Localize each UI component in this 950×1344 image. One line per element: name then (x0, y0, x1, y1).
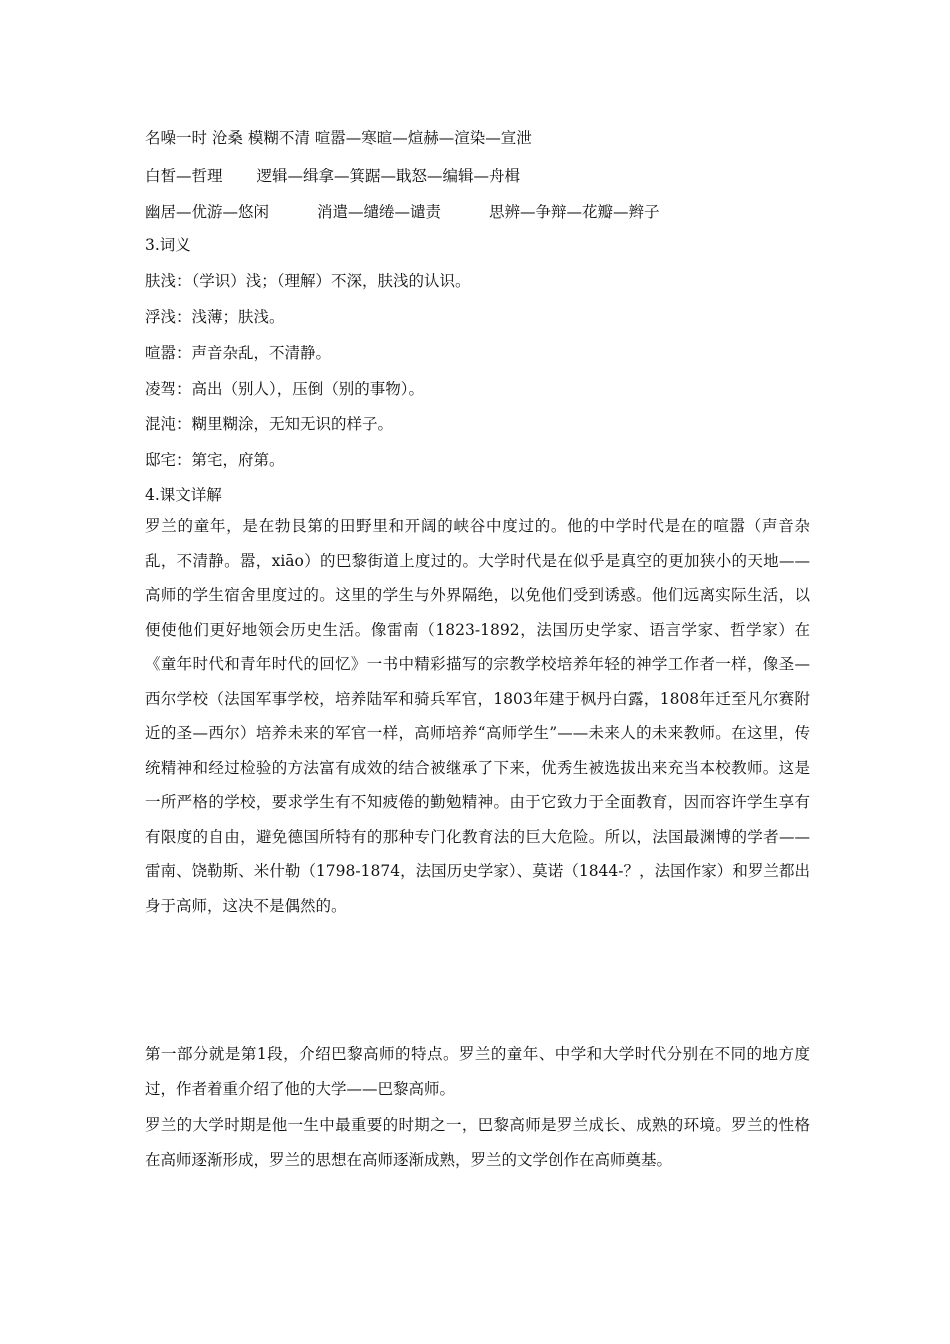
word-group: 消遣—缱绻—谴责 (317, 203, 442, 221)
word-list-row-3 (145, 202, 660, 222)
vocab-item: 喧嚣：声音杂乱，不清静。 (145, 344, 332, 362)
vocab-item: 浮浅：浅薄；肤浅。 (145, 308, 285, 326)
vocab-item: 混沌：糊里糊涂，无知无识的样子。 (145, 415, 394, 433)
word-group: 逻辑—缉拿—箕踞—戢怒—编辑—舟楫 (256, 167, 521, 185)
word-list-row-2 (145, 166, 520, 186)
word-group: 白皙—哲理 (145, 167, 223, 185)
section-heading-detail: 4.课文详解 (145, 486, 222, 504)
word-group: 幽居—优游—悠闲 (145, 203, 270, 221)
body-paragraph: 罗兰的大学时期是他一生中最重要的时期之一，巴黎高师是罗兰成长、成熟的环境。罗兰的性格在高师逐渐形成，罗兰的思想在高师逐渐成熟，罗兰的文学创作在高师奠基。 (145, 1116, 810, 1169)
word-list-row-1: 名噪一时 沧桑 模糊不清 喧嚣—寒暄—煊赫—渲染—宣泄 (145, 129, 532, 147)
vocab-item: 肤浅：（学识）浅；（理解）不深，肤浅的认识。 (145, 272, 471, 290)
body-paragraph: 第一部分就是第1段，介绍巴黎高师的特点。罗兰的童年、中学和大学时代分别在不同的地方度过，作者着重介绍了他的大学——巴黎高师。 (145, 1045, 810, 1098)
section-heading-vocab: 3.词义 (145, 236, 191, 254)
vocab-item: 邸宅：第宅，府第。 (145, 451, 285, 469)
vocab-item: 凌驾：高出（别人），压倒（别的事物）。 (145, 380, 425, 398)
word-group: 思辨—争辩—花瓣—辫子 (489, 203, 660, 221)
body-paragraph: 罗兰的童年，是在勃艮第的田野里和开阔的峡谷中度过的。他的中学时代是在的喧嚣（声音杂乱，不清静。嚣，xiāo）的巴黎街道上度过的。大学时代是在似乎是真空的更加狭小的天地——高师的学生宿舍里度过的。这里的学生与外界隔绝，以免他们受到诱惑。他们远离实际生活，以便使他们更好地领会历史生活。像雷南（1823-1892，法国历史学家、语言学家、哲学家）在《童年时代和青年时代的回忆》一书中精彩描写的宗教学校培养年轻的神学工作者一样，像圣—西尔学校（法国军事学校，培养陆军和骑兵军官，1803年建于枫丹白露，1808年迁至凡尔赛附近的圣—西尔）培养未来的军官一样，高师培养“高师学生”——未来人的未来教师。在这里，传统精神和经过检验的方法富有成效的结合被继承了下来，优秀生被选拔出来充当本校教师。这是一所严格的学校，要求学生有不知疲倦的勤勉精神。由于它致力于全面教育，因而容许学生享有有限度的自由，避免德国所特有的那种专门化教育法的巨大危险。所以，法国最渊博的学者——雷南、饶勒斯、米什勒（1798-1874，法国历史学家）、莫诺（1844-？，法国作家）和罗兰都出身于高师，这决不是偶然的。 (145, 517, 810, 915)
